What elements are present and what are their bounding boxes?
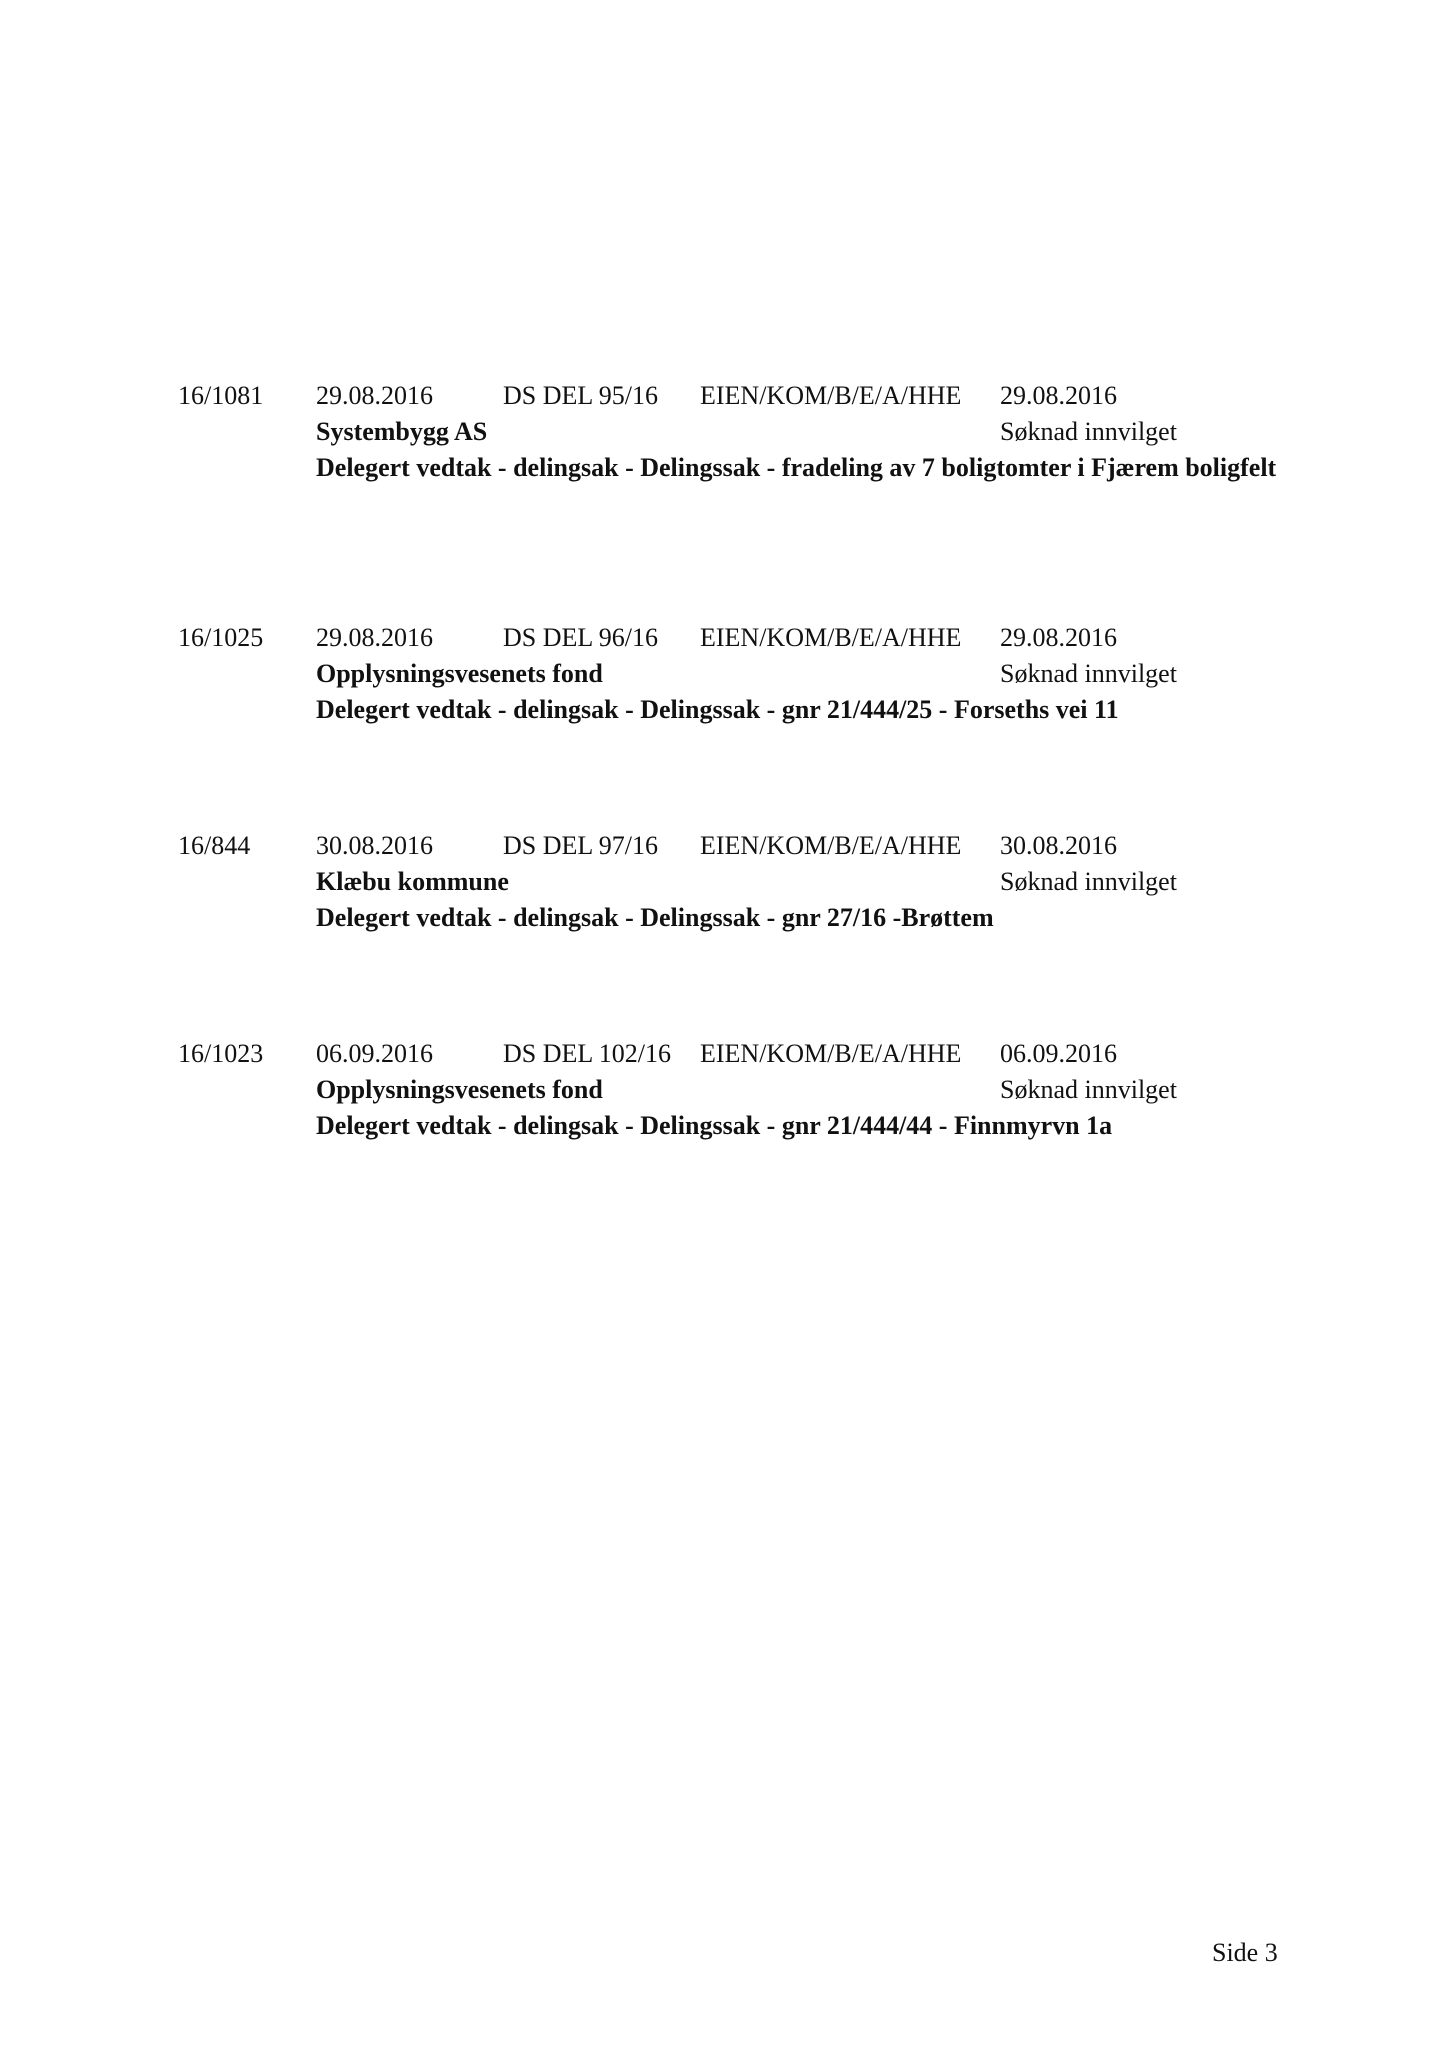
- entry-date: 30.08.2016: [316, 831, 433, 860]
- party-name: Opplysningsvesenets fond: [316, 1075, 603, 1104]
- entry-date: 29.08.2016: [316, 381, 433, 410]
- document-reference: DS DEL 97/16: [503, 831, 659, 860]
- document-reference: DS DEL 95/16: [503, 381, 659, 410]
- journal-entry: [0, 620, 1448, 740]
- document-reference: DS DEL 102/16: [503, 1039, 672, 1068]
- decision-date: 30.08.2016: [1000, 831, 1117, 860]
- decision-date: 06.09.2016: [1000, 1039, 1117, 1068]
- journal-entry: [0, 1036, 1448, 1156]
- case-number: 16/844: [178, 831, 251, 860]
- case-number: 16/1023: [178, 1039, 264, 1068]
- page-number: Side 3: [1212, 1938, 1278, 1967]
- department-code: EIEN/KOM/B/E/A/HHE: [700, 831, 962, 860]
- status-text: Søknad innvilget: [1000, 1075, 1177, 1104]
- entry-description: Delegert vedtak - delingsak - Delingssak - gnr 27/16 -Brøttem: [316, 903, 994, 932]
- entry-description: Delegert vedtak - delingsak - Delingssak - gnr 21/444/25 - Forseths vei 11: [316, 695, 1119, 724]
- entry-date: 29.08.2016: [316, 623, 433, 652]
- journal-entry: [0, 828, 1448, 948]
- document-reference: DS DEL 96/16: [503, 623, 659, 652]
- journal-entry: [0, 378, 1448, 498]
- party-name: Klæbu kommune: [316, 867, 509, 896]
- case-number: 16/1081: [178, 381, 264, 410]
- case-number: 16/1025: [178, 623, 264, 652]
- entry-date: 06.09.2016: [316, 1039, 433, 1068]
- status-text: Søknad innvilget: [1000, 659, 1177, 688]
- party-name: Systembygg AS: [316, 417, 488, 446]
- status-text: Søknad innvilget: [1000, 867, 1177, 896]
- decision-date: 29.08.2016: [1000, 381, 1117, 410]
- party-name: Opplysningsvesenets fond: [316, 659, 603, 688]
- department-code: EIEN/KOM/B/E/A/HHE: [700, 1039, 962, 1068]
- department-code: EIEN/KOM/B/E/A/HHE: [700, 381, 962, 410]
- entry-description: Delegert vedtak - delingsak - Delingssak - gnr 21/444/44 - Finnmyrvn 1a: [316, 1111, 1113, 1140]
- entry-description: Delegert vedtak - delingsak - Delingssak - fradeling av 7 boligtomter i Fjærem boligfelt: [316, 453, 1277, 482]
- decision-date: 29.08.2016: [1000, 623, 1117, 652]
- status-text: Søknad innvilget: [1000, 417, 1177, 446]
- department-code: EIEN/KOM/B/E/A/HHE: [700, 623, 962, 652]
